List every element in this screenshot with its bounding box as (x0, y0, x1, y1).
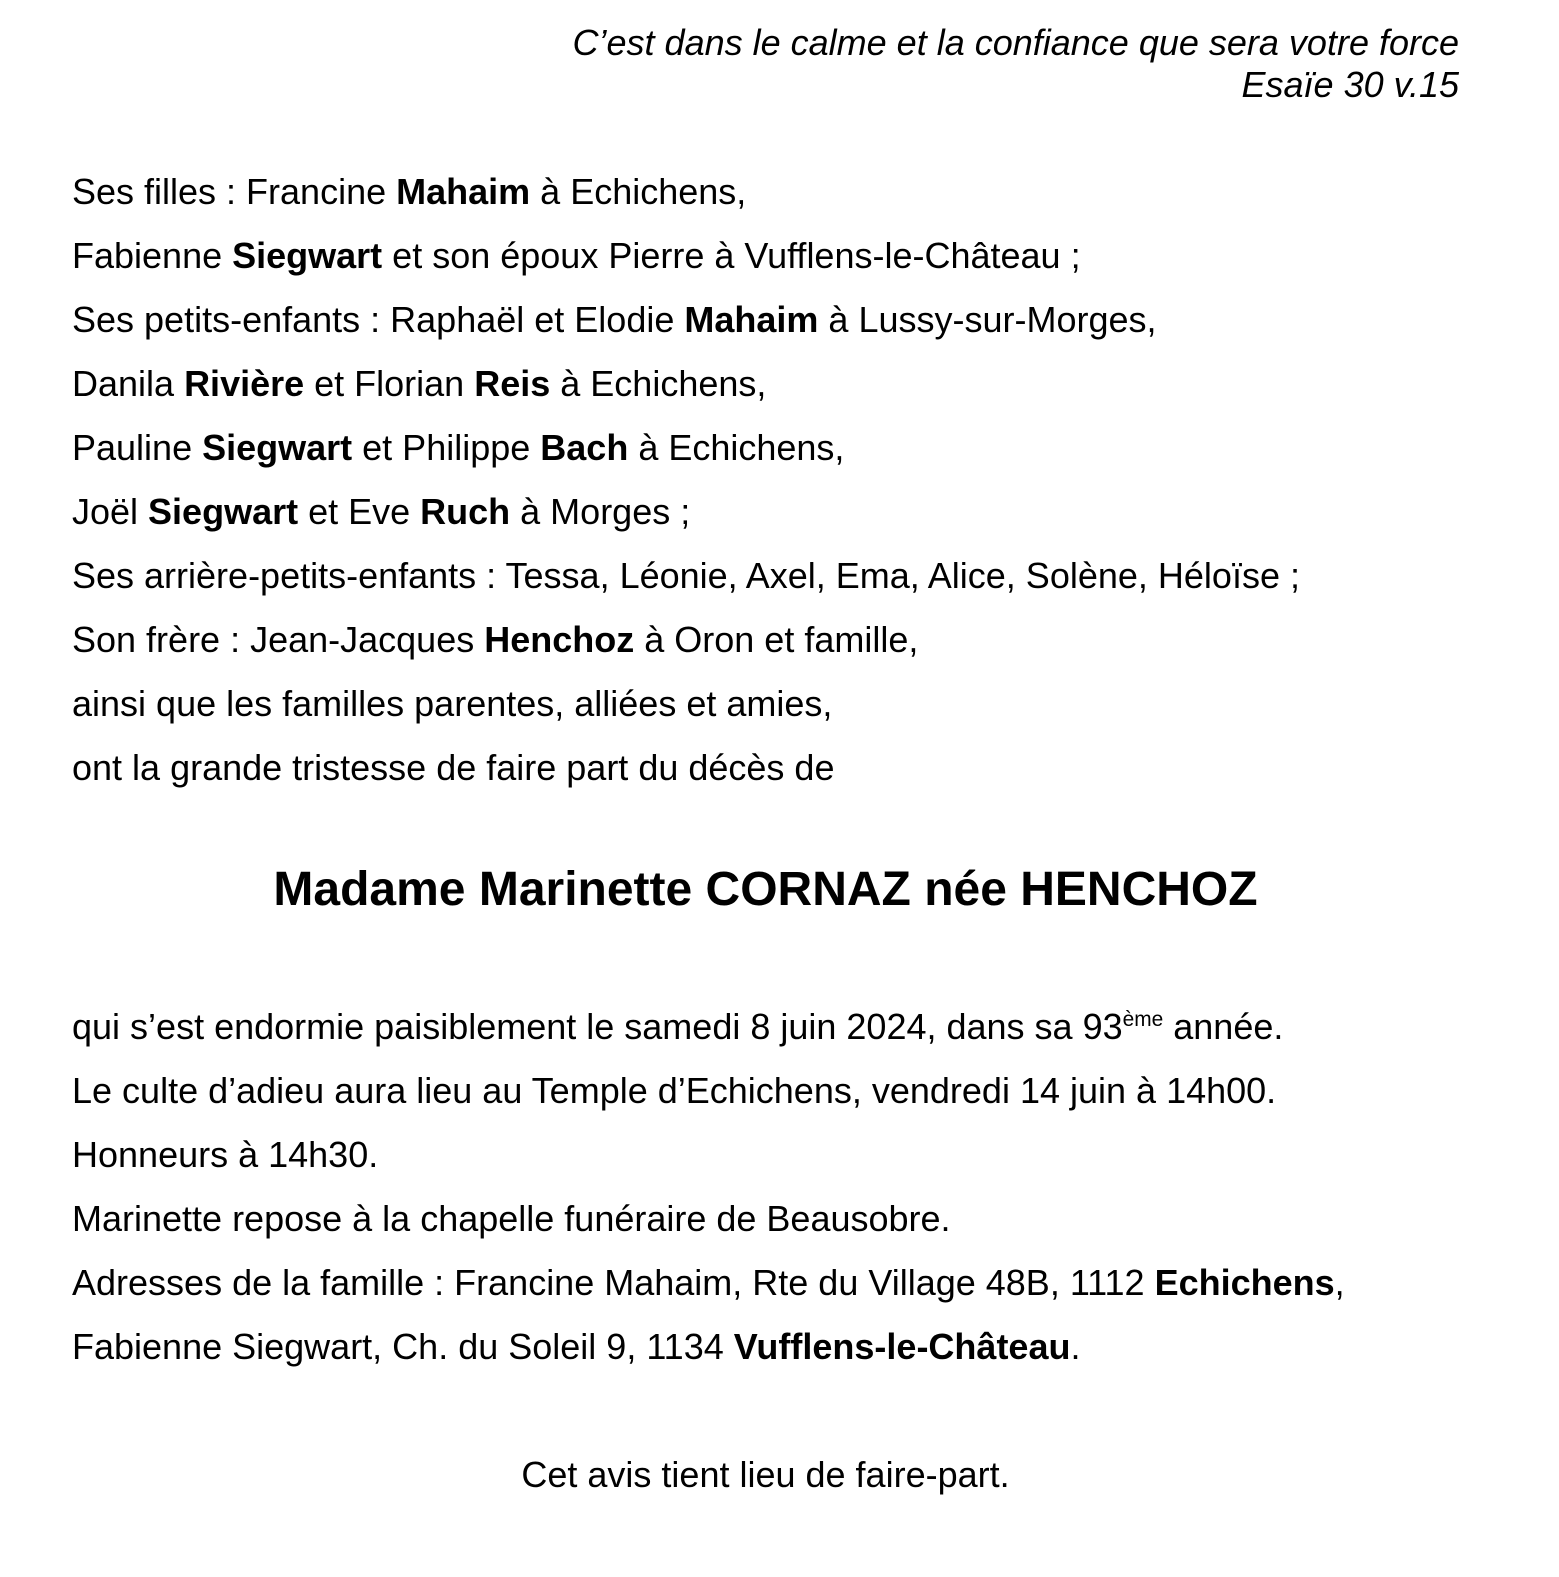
text-segment: qui s’est endormie paisiblement le samedi 8 juin 2024, dans sa 93 (72, 1006, 1123, 1047)
family-line (72, 224, 1459, 288)
text-segment: Le culte d’adieu aura lieu au Temple d’Echichens, vendredi 14 juin à 14h00. (72, 1070, 1277, 1111)
announcement-line (72, 1187, 1459, 1251)
announcement-line (72, 1251, 1459, 1315)
text-segment: et son époux Pierre à Vufflens-le-Château ; (382, 235, 1081, 276)
announcement-details (72, 995, 1459, 1379)
text-segment: Joël (72, 491, 149, 532)
text-segment: à Echichens, (628, 427, 845, 468)
announcement-line (72, 995, 1459, 1059)
text-segment: Marinette repose à la chapelle funéraire de Beausobre. (72, 1198, 951, 1239)
text-segment: et Eve (298, 491, 421, 532)
family-line (72, 160, 1459, 224)
announcement-line (72, 1315, 1459, 1379)
bold-text-segment: Bach (540, 427, 629, 468)
closing-note: Cet avis tient lieu de faire-part. (521, 1454, 1010, 1495)
text-segment: Fabienne Siegwart, Ch. du Soleil 9, 1134 (72, 1326, 734, 1367)
text-segment: Adresses de la famille : Francine Mahaim, Rte du Village 48B, 1112 (72, 1262, 1155, 1303)
bold-text-segment: Mahaim (684, 299, 819, 340)
text-segment: Ses petits-enfants : Raphaël et Elodie (72, 299, 685, 340)
announcement-line (72, 1059, 1459, 1123)
text-segment: Ses filles : Francine (72, 171, 397, 212)
text-segment: à Lussy-sur-Morges, (818, 299, 1157, 340)
text-segment: à Echichens, (530, 171, 747, 212)
family-line (72, 416, 1459, 480)
text-segment: et Florian (304, 363, 475, 404)
family-line (72, 544, 1459, 608)
bold-text-segment: Rivière (184, 363, 305, 404)
bold-text-segment: Echichens (1154, 1262, 1335, 1303)
epigraph-quote: C’est dans le calme et la confiance que sera votre force (572, 22, 1459, 63)
text-segment: et Philippe (352, 427, 541, 468)
bold-text-segment: Vufflens-le-Château (733, 1326, 1071, 1367)
text-segment: Pauline (72, 427, 203, 468)
epigraph (72, 22, 1459, 106)
bold-text-segment: Reis (474, 363, 551, 404)
bold-text-segment: Siegwart (232, 235, 383, 276)
text-segment: année. (1163, 1006, 1284, 1047)
text-segment: à Echichens, (550, 363, 767, 404)
text-segment: à Morges ; (510, 491, 691, 532)
announcement-line (72, 1123, 1459, 1187)
text-segment: Honneurs à 14h30. (72, 1134, 379, 1175)
family-line (72, 608, 1459, 672)
bold-text-segment: Siegwart (202, 427, 353, 468)
superscript-segment: ème (1122, 1008, 1164, 1031)
deceased-name: Madame Marinette CORNAZ née HENCHOZ (273, 863, 1258, 916)
text-segment: Fabienne (72, 235, 233, 276)
epigraph-reference: Esaïe 30 v.15 (1241, 64, 1459, 105)
text-segment: . (1070, 1326, 1081, 1367)
family-list (72, 160, 1459, 800)
text-segment: Son frère : Jean-Jacques (72, 619, 485, 660)
text-segment: ainsi que les familles parentes, alliées et amies, (72, 683, 833, 724)
family-line (72, 672, 1459, 736)
text-segment: ont la grande tristesse de faire part du décès de (72, 747, 835, 788)
text-segment: , (1334, 1262, 1345, 1303)
family-line (72, 288, 1459, 352)
bold-text-segment: Mahaim (396, 171, 531, 212)
bold-text-segment: Ruch (420, 491, 511, 532)
text-segment: Ses arrière-petits-enfants : Tessa, Léonie, Axel, Ema, Alice, Solène, Héloïse ; (72, 555, 1300, 596)
family-line (72, 480, 1459, 544)
text-segment: Danila (72, 363, 185, 404)
text-segment: à Oron et famille, (634, 619, 919, 660)
family-line (72, 352, 1459, 416)
bold-text-segment: Henchoz (484, 619, 635, 660)
bold-text-segment: Siegwart (148, 491, 299, 532)
family-line (72, 736, 1459, 800)
